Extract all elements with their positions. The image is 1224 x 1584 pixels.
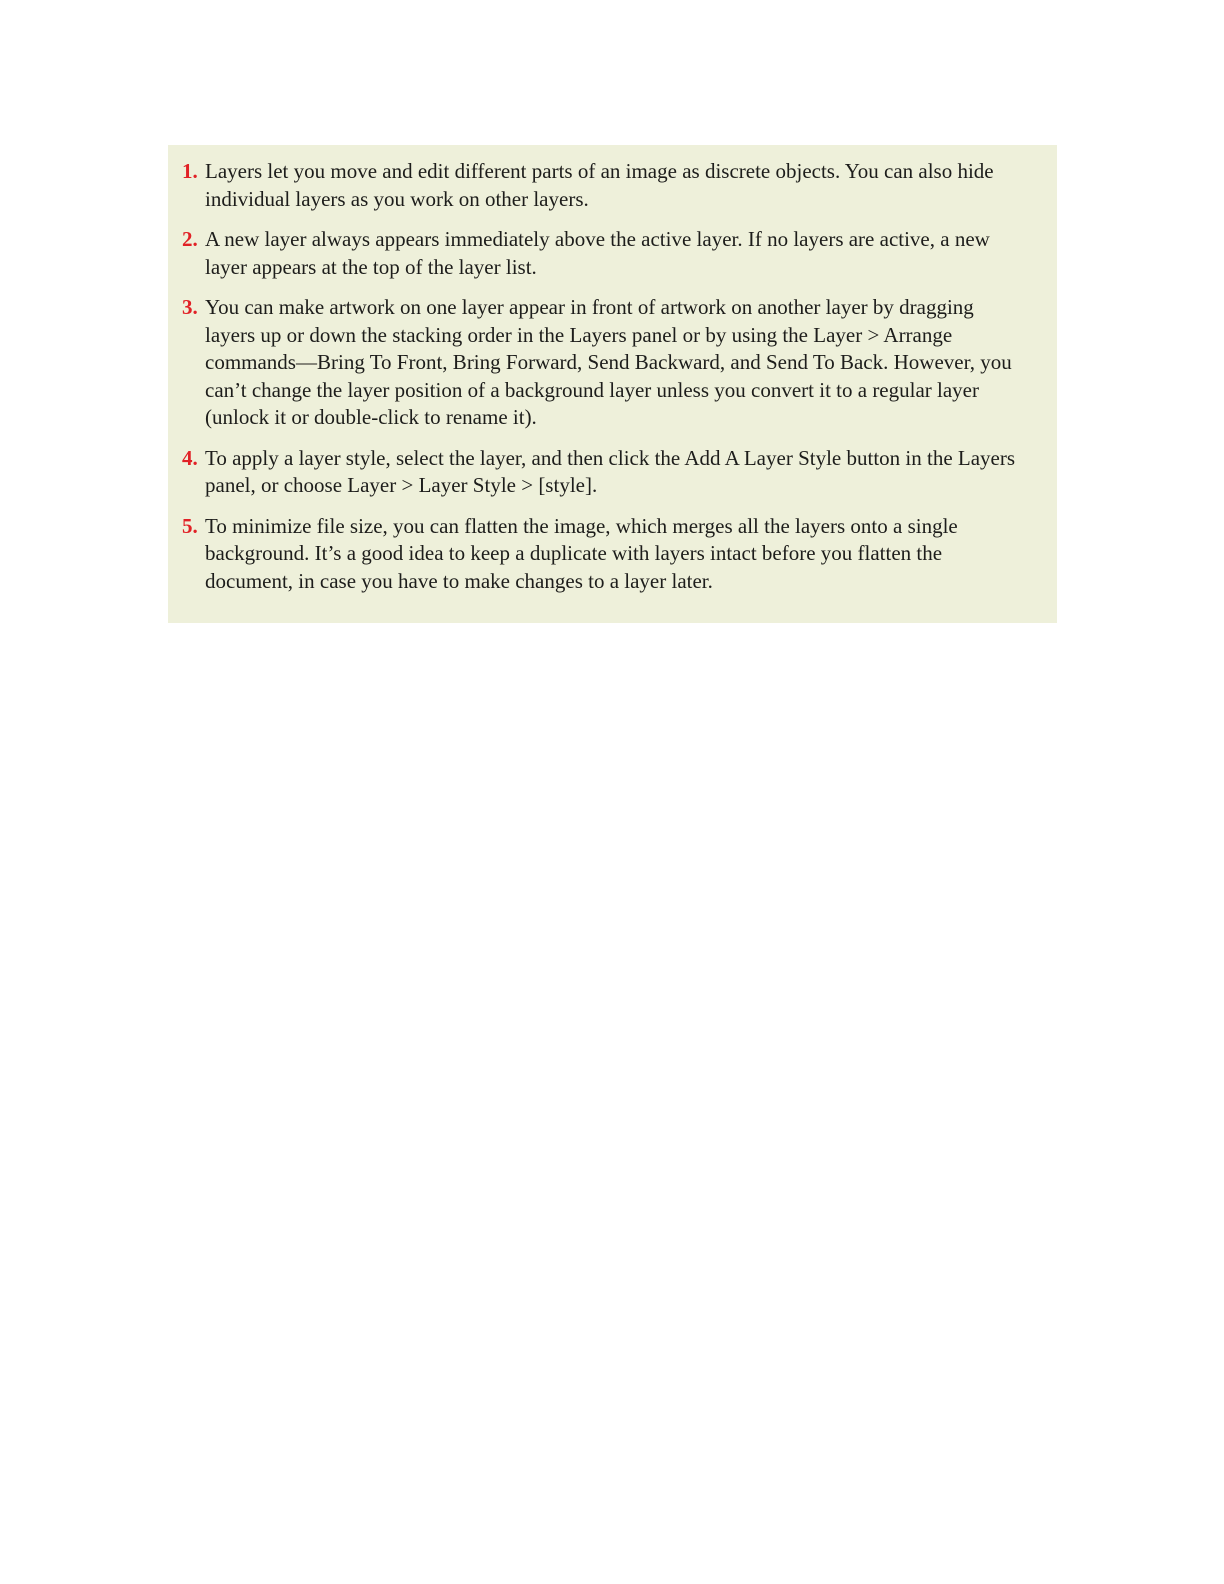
list-item-number: 3. <box>182 295 198 319</box>
list-item-number: 2. <box>182 227 198 251</box>
list-item-text: To apply a layer style, select the layer, and then click the Add A Layer Style button in the Layers panel, or choose Layer > Layer Style > [style]. <box>205 445 1016 497</box>
list-item <box>182 445 1022 500</box>
list-item <box>182 158 1022 213</box>
list-item-text: You can make artwork on one layer appear in front of artwork on another layer by dragging layers up or down the stacking order in the Layers panel or by using the Layer > Arrange commands—Bring To Front, Bring Forward, Send Backward, and Send To Back. However, you can’t change the layer position of a background layer unless you convert it to a regular layer (unlock it or double-click to rename it). <box>205 295 1012 429</box>
list-item <box>182 513 1022 596</box>
list-item-text: Layers let you move and edit different parts of an image as discrete objects. You can also hide individual layers as you work on other layers. <box>205 159 994 211</box>
list-item <box>182 226 1022 281</box>
list-item-number: 5. <box>182 513 198 538</box>
list-item-text: To minimize file size, you can flatten the image, which merges all the layers onto a single background. It’s a good idea to keep a duplicate with layers intact before you flatten the document, in case you have to make changes to a layer later. <box>205 513 958 593</box>
list-item-number: 4. <box>182 445 198 470</box>
list-item-number: 1. <box>182 159 198 183</box>
list-item-text: A new layer always appears immediately above the active layer. If no layers are active, a new layer appears at the top of the layer list. <box>205 227 990 279</box>
review-answers-panel <box>168 145 1057 623</box>
list-item <box>182 294 1022 432</box>
